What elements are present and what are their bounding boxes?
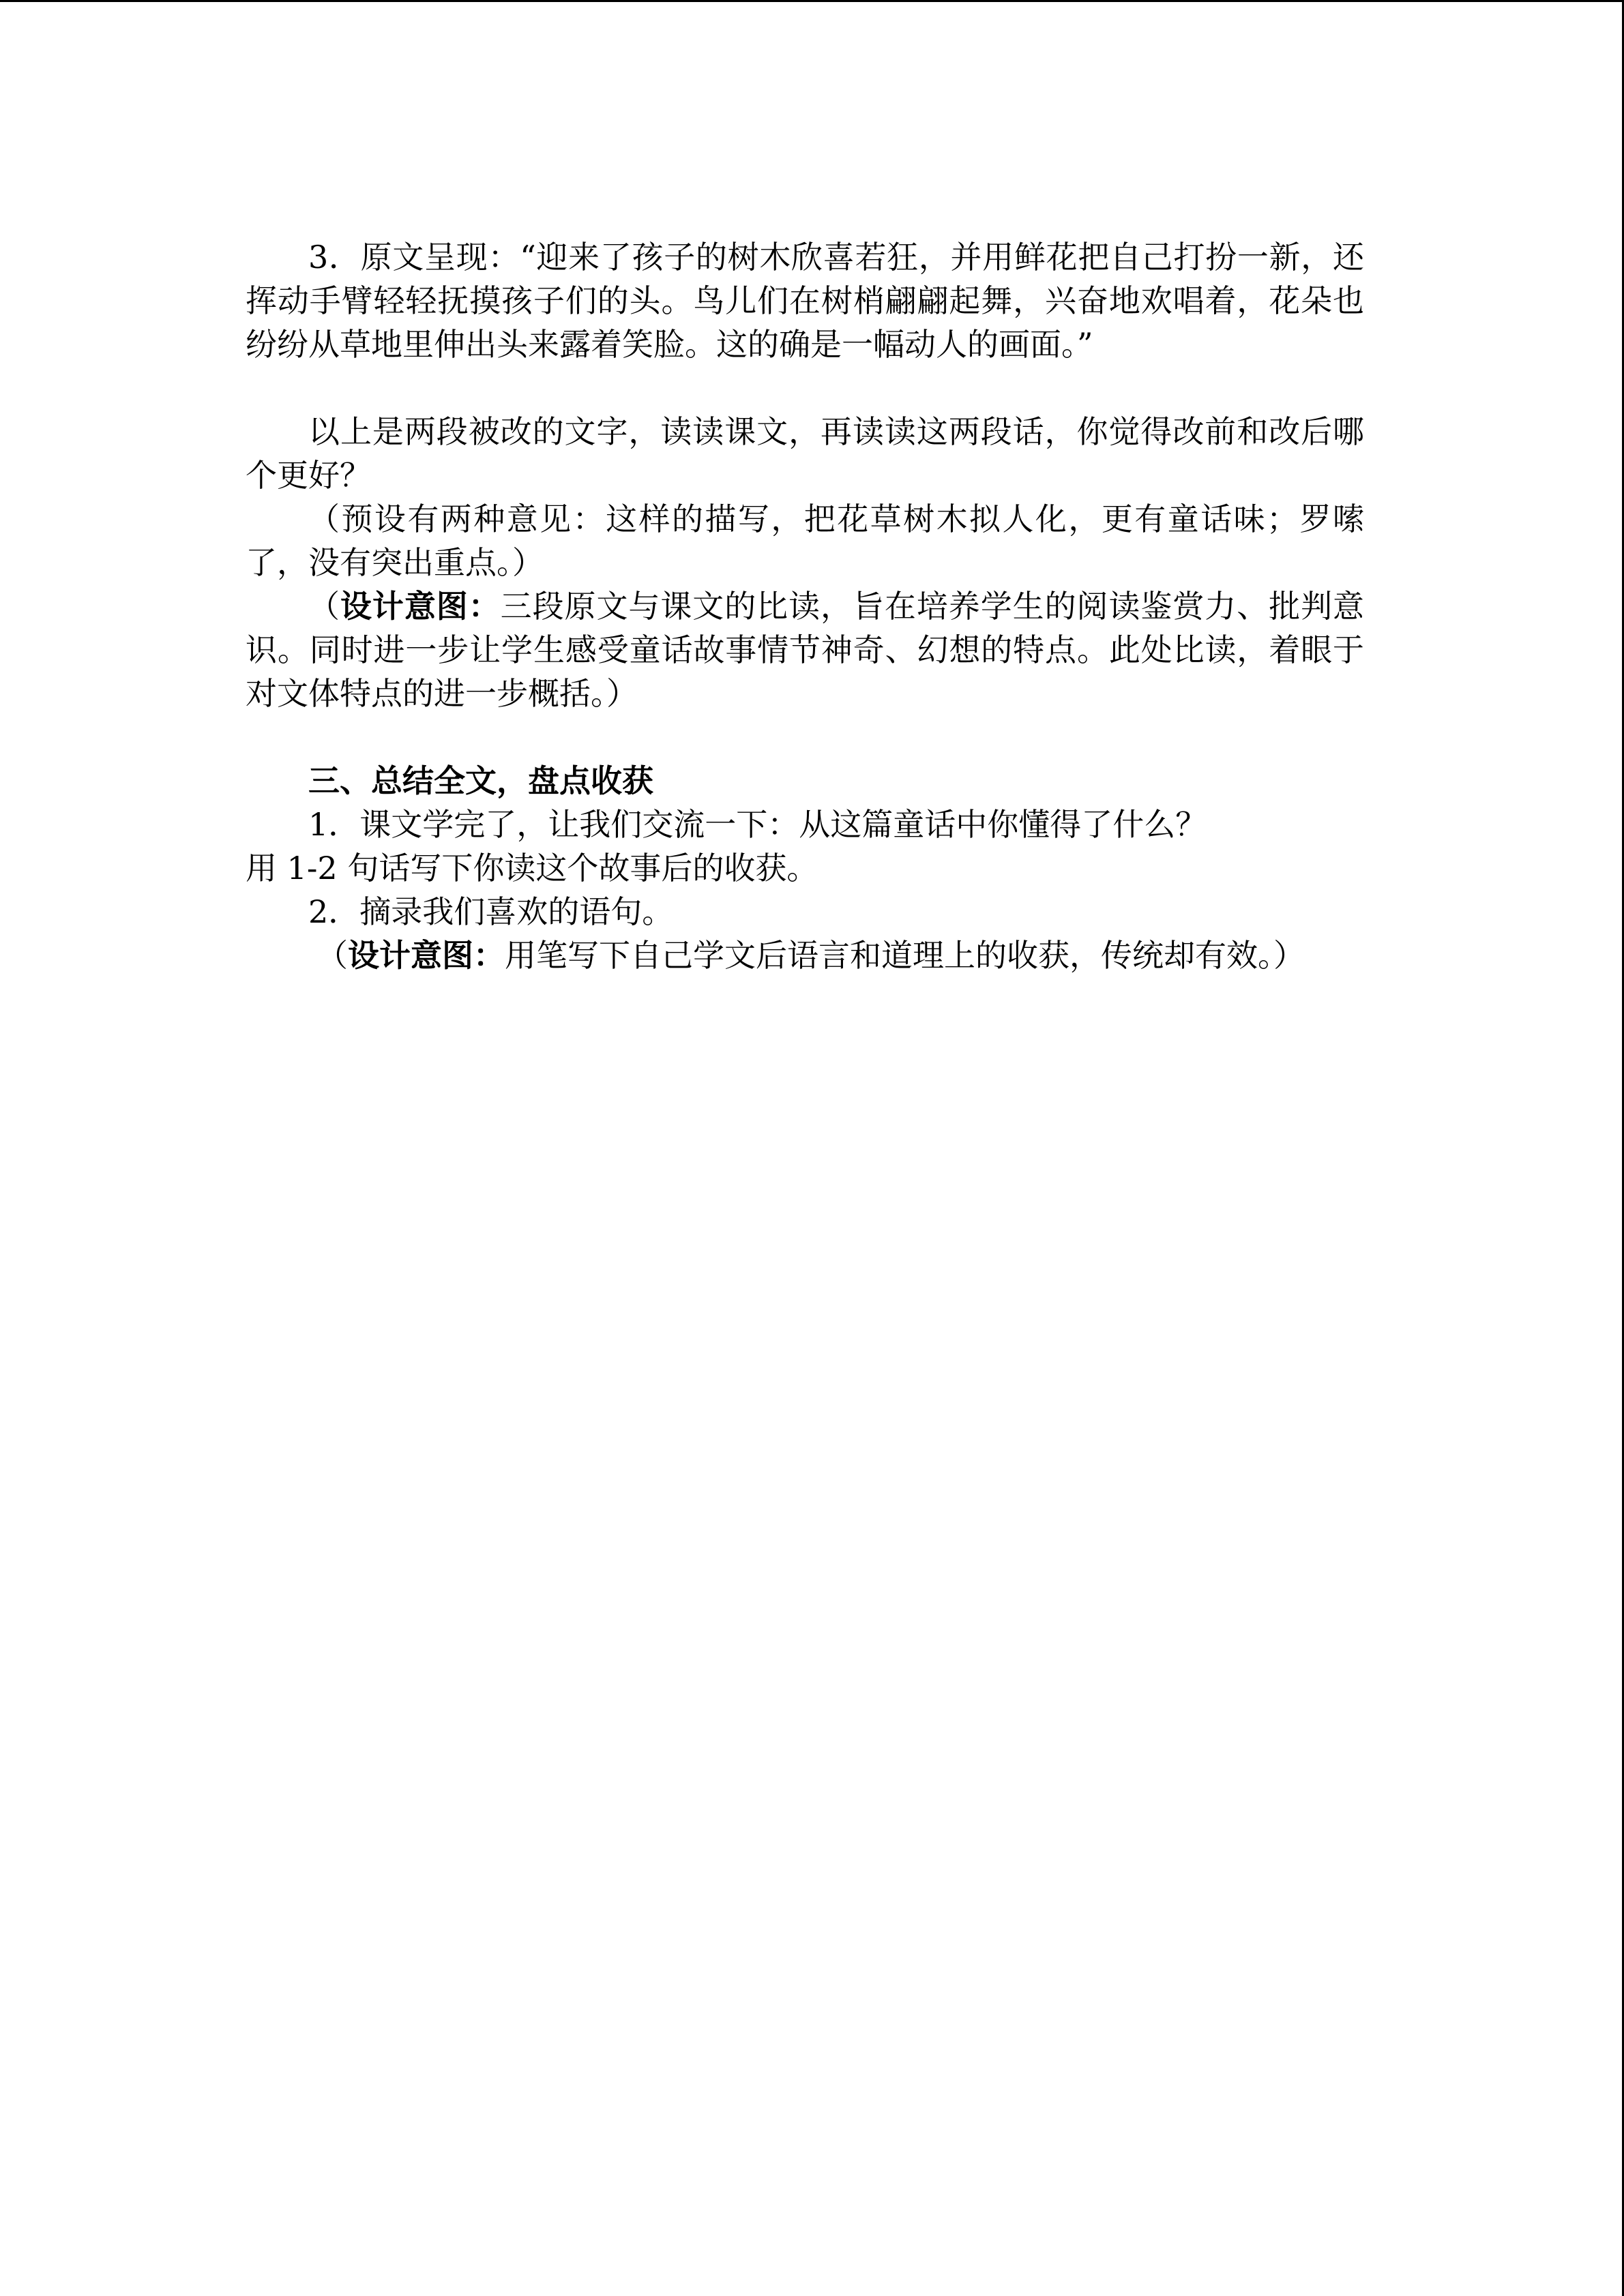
paragraph-summary-question: 1．课文学完了，让我们交流一下：从这篇童话中你懂得了什么？ [308, 806, 1207, 843]
design-intent-label: 设计意图： [340, 588, 501, 625]
design-intent-open-paren: （ [308, 588, 340, 625]
section-heading: 三、总结全文，盘点收获 [308, 762, 653, 799]
paragraph-spacer [246, 715, 1364, 759]
paragraph-write-harvest: 用 1-2 句话写下你读这个故事后的收获。 [246, 850, 818, 886]
top-border-line [0, 0, 1624, 2]
design-intent-open-paren: （ [316, 937, 348, 974]
design-intent-text: 用笔写下自己学文后语言和道理上的收获，传统却有效。） [505, 937, 1305, 974]
paragraph-design-intent-2 [246, 934, 1364, 977]
paragraph-spacer [246, 366, 1364, 410]
paragraph-comparison-question: 以上是两段被改的文字，读读课文，再读读这两段话，你觉得改前和改后哪个更好？ [246, 413, 1364, 494]
document-body [246, 235, 1364, 977]
design-intent-text: 三段原文与课文的比读，旨在培养学生的阅读鉴赏力、批判意识。同时进一步让学生感受童话故事情节神奇、幻想的特点。此处比读，着眼于对文体特点的进一步概括。） [246, 588, 1364, 712]
paragraph-excerpt-sentences: 2．摘录我们喜欢的语句。 [308, 893, 674, 930]
paragraph-original-text-3: 3．原文呈现：“迎来了孩子的树木欣喜若狂，并用鲜花把自己打扮一新，还挥动手臂轻轻抚摸孩子们的头。鸟儿们在树梢翩翩起舞，兴奋地欢唱着，花朵也纷纷从草地里伸出头来露着笑脸。这的确是一幅动人的画面。” [246, 239, 1364, 363]
design-intent-label: 设计意图： [348, 937, 505, 974]
paragraph-design-intent-1 [246, 584, 1364, 715]
paragraph-preset-opinions: （预设有两种意见：这样的描写，把花草树木拟人化，更有童话味；罗嗦了，没有突出重点。） [246, 501, 1364, 581]
